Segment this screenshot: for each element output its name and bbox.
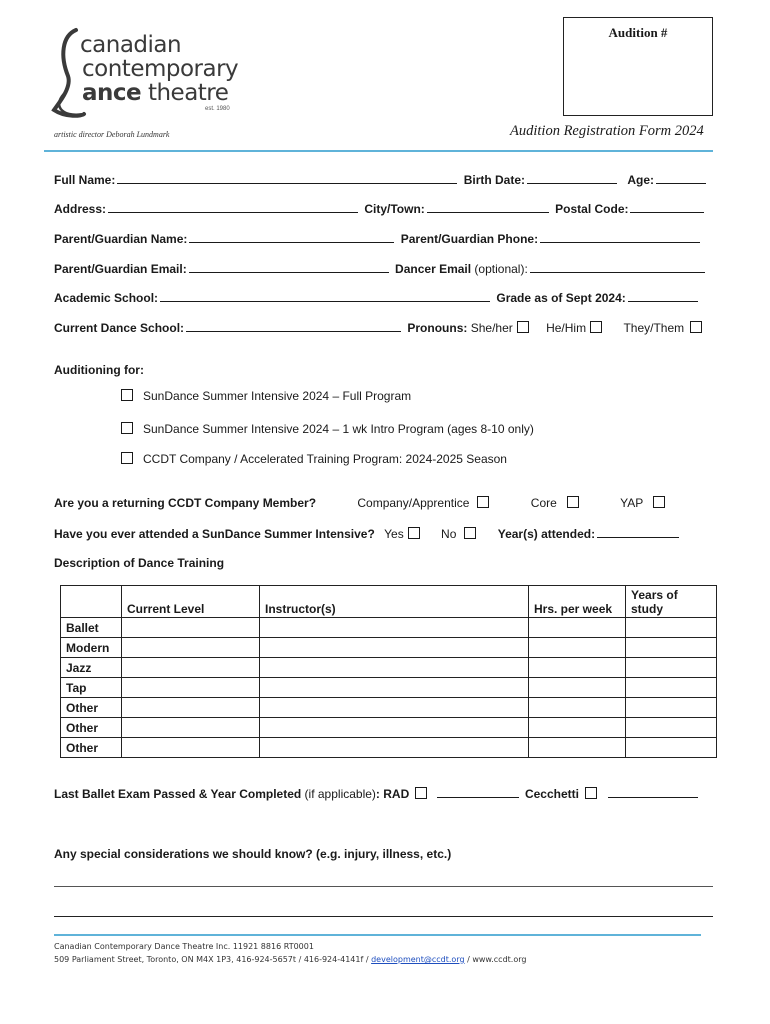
guardian-name-label: Parent/Guardian Name:: [54, 232, 188, 246]
instructor-cell[interactable]: [260, 698, 529, 718]
academic-school-field[interactable]: [160, 291, 490, 302]
sundance-no-checkbox[interactable]: [464, 527, 476, 539]
years-cell[interactable]: [626, 698, 717, 718]
row-email: [54, 261, 708, 277]
rad-field[interactable]: [437, 787, 519, 798]
pronouns-label: Pronouns:: [407, 321, 468, 335]
table-row: [61, 638, 717, 658]
cecchetti-label: Cecchetti: [524, 787, 579, 801]
audition-number-label: Audition #: [608, 25, 668, 40]
table-row: [61, 698, 717, 718]
hours-cell[interactable]: [529, 618, 626, 638]
row-label: Jazz: [61, 658, 122, 678]
grade-label: Grade as of Sept 2024:: [496, 291, 626, 305]
col-header-level: Current Level: [122, 586, 260, 618]
sundance-no-label: No: [441, 527, 457, 541]
pronoun-they-label: They/Them: [623, 321, 685, 335]
sundance-yes-checkbox[interactable]: [408, 527, 420, 539]
dancer-email-field[interactable]: [530, 262, 705, 273]
level-cell[interactable]: [122, 638, 260, 658]
special-line-1[interactable]: [54, 886, 713, 887]
row-label: Modern: [61, 638, 122, 658]
program-company-checkbox[interactable]: [121, 452, 133, 464]
years-cell[interactable]: [626, 718, 717, 738]
returning-question: Are you a returning CCDT Company Member?: [54, 496, 317, 510]
level-cell[interactable]: [122, 678, 260, 698]
address-label: Address:: [54, 202, 107, 216]
header-divider: [44, 150, 713, 152]
sundance-question: Have you ever attended a SunDance Summer Intensive?: [54, 527, 375, 541]
cecchetti-checkbox[interactable]: [585, 787, 597, 799]
row-name: [54, 172, 709, 188]
row-ballet-exam: [54, 786, 701, 802]
instructor-cell[interactable]: [260, 738, 529, 758]
dance-school-label: Current Dance School:: [54, 321, 185, 335]
row-guardian: [54, 231, 703, 247]
years-attended-label: Year(s) attended:: [497, 527, 596, 541]
program-intro-checkbox[interactable]: [121, 422, 133, 434]
core-checkbox[interactable]: [567, 496, 579, 508]
row-label: Other: [61, 698, 122, 718]
training-heading: Description of Dance Training: [54, 556, 225, 570]
yap-checkbox[interactable]: [653, 496, 665, 508]
logo-est: est. 1980: [205, 106, 230, 112]
table-row: [61, 658, 717, 678]
program-company-label: CCDT Company / Accelerated Training Program: 2024-2025 Season: [143, 452, 507, 466]
artistic-director: artistic director Deborah Lundmark: [54, 130, 170, 139]
yap-label: YAP: [620, 496, 644, 510]
full-name-field[interactable]: [117, 173, 457, 184]
col-header-years: Years of study: [626, 586, 717, 618]
row-dance-school: [54, 320, 702, 336]
table-row: [61, 678, 717, 698]
special-considerations-question: Any special considerations we should know? (e.g. injury, illness, etc.): [54, 847, 452, 861]
city-label: City/Town:: [364, 202, 425, 216]
full-name-label: Full Name:: [54, 173, 116, 187]
pronoun-she-checkbox[interactable]: [517, 321, 529, 333]
col-header-discipline: [61, 586, 122, 618]
logo-word-canadian: canadian: [80, 32, 182, 58]
dancer-email-note: (optional):: [471, 262, 528, 276]
guardian-phone-label: Parent/Guardian Phone:: [400, 232, 539, 246]
table-row: [61, 618, 717, 638]
row-label: Other: [61, 738, 122, 758]
years-cell[interactable]: [626, 638, 717, 658]
cecchetti-field[interactable]: [608, 787, 698, 798]
footer-line2: 509 Parliament Street, Toronto, ON M4X 1P3, 416-924-5657t / 416-924-4141f / development@ccdt.org / www.ccdt.org: [54, 955, 527, 964]
rad-checkbox[interactable]: [415, 787, 427, 799]
special-line-2[interactable]: [54, 916, 713, 917]
city-field[interactable]: [427, 202, 549, 213]
ccdt-logo: [48, 26, 248, 122]
age-label: Age:: [627, 173, 655, 187]
academic-school-label: Academic School:: [54, 291, 159, 305]
footer-divider: [54, 934, 701, 936]
years-cell[interactable]: [626, 658, 717, 678]
training-table: [60, 585, 717, 758]
grade-field[interactable]: [628, 291, 698, 302]
pronoun-he-checkbox[interactable]: [590, 321, 602, 333]
instructor-cell[interactable]: [260, 638, 529, 658]
audition-number-box[interactable]: [563, 17, 713, 116]
program-full-label: SunDance Summer Intensive 2024 – Full Program: [143, 389, 412, 403]
program-option-company[interactable]: [121, 452, 507, 466]
address-field[interactable]: [108, 202, 358, 213]
postal-code-label: Postal Code:: [555, 202, 629, 216]
logo-word-contemporary: contemporary: [82, 56, 239, 82]
level-cell[interactable]: [122, 698, 260, 718]
hours-cell[interactable]: [529, 678, 626, 698]
ballet-exam-note: (if applicable): [301, 787, 376, 801]
level-cell[interactable]: [122, 658, 260, 678]
level-cell[interactable]: [122, 618, 260, 638]
postal-code-field[interactable]: [630, 202, 704, 213]
training-header-row: [61, 586, 717, 618]
pronoun-she-label: She/her: [470, 321, 513, 335]
years-attended-field[interactable]: [597, 527, 679, 538]
hours-cell[interactable]: [529, 638, 626, 658]
table-row: [61, 718, 717, 738]
pronoun-they-checkbox[interactable]: [690, 321, 702, 333]
ballet-exam-label: Last Ballet Exam Passed & Year Completed: [54, 787, 302, 801]
program-intro-label: SunDance Summer Intensive 2024 – 1 wk Intro Program (ages 8-10 only): [143, 422, 534, 436]
guardian-email-label: Parent/Guardian Email:: [54, 262, 187, 276]
footer-line1: Canadian Contemporary Dance Theatre Inc. 11921 8816 RT0001: [54, 942, 314, 951]
row-label: Tap: [61, 678, 122, 698]
core-label: Core: [530, 496, 557, 510]
dancer-email-label: Dancer Email: [395, 262, 472, 276]
hours-cell[interactable]: [529, 738, 626, 758]
hours-cell[interactable]: [529, 658, 626, 678]
instructor-cell[interactable]: [260, 618, 529, 638]
program-option-intro[interactable]: [121, 422, 534, 436]
sundance-yes-label: Yes: [384, 527, 404, 541]
instructor-cell[interactable]: [260, 658, 529, 678]
program-option-full[interactable]: [121, 389, 411, 403]
years-cell[interactable]: [626, 738, 717, 758]
guardian-phone-field[interactable]: [540, 232, 700, 243]
footer: [54, 940, 526, 966]
instructor-cell[interactable]: [260, 678, 529, 698]
level-cell[interactable]: [122, 718, 260, 738]
hours-cell[interactable]: [529, 698, 626, 718]
col-header-instructor: Instructor(s): [260, 586, 529, 618]
birth-date-label: Birth Date:: [463, 173, 526, 187]
logo-word-dance-theatre: ance theatre: [82, 80, 229, 106]
dance-school-field[interactable]: [186, 321, 401, 332]
footer-email-link[interactable]: development@ccdt.org: [371, 955, 465, 964]
form-title: Audition Registration Form 2024: [510, 123, 704, 139]
level-cell[interactable]: [122, 738, 260, 758]
years-cell[interactable]: [626, 618, 717, 638]
auditioning-heading: Auditioning for:: [54, 363, 144, 377]
pronoun-he-label: He/Him: [546, 321, 587, 335]
row-sundance: [54, 526, 682, 542]
table-row: [61, 738, 717, 758]
birth-date-field[interactable]: [527, 173, 617, 184]
company-apprentice-checkbox[interactable]: [477, 496, 489, 508]
company-apprentice-label: Company/Apprentice: [357, 496, 470, 510]
row-label: Ballet: [61, 618, 122, 638]
program-full-checkbox[interactable]: [121, 389, 133, 401]
years-cell[interactable]: [626, 678, 717, 698]
instructor-cell[interactable]: [260, 718, 529, 738]
row-school: [54, 290, 701, 306]
guardian-email-field[interactable]: [189, 262, 389, 273]
row-label: Other: [61, 718, 122, 738]
age-field[interactable]: [656, 173, 706, 184]
row-returning: [54, 495, 665, 511]
guardian-name-field[interactable]: [189, 232, 394, 243]
hours-cell[interactable]: [529, 718, 626, 738]
row-address: [54, 201, 707, 217]
col-header-hours: Hrs. per week: [529, 586, 626, 618]
rad-label: : RAD: [375, 787, 410, 801]
